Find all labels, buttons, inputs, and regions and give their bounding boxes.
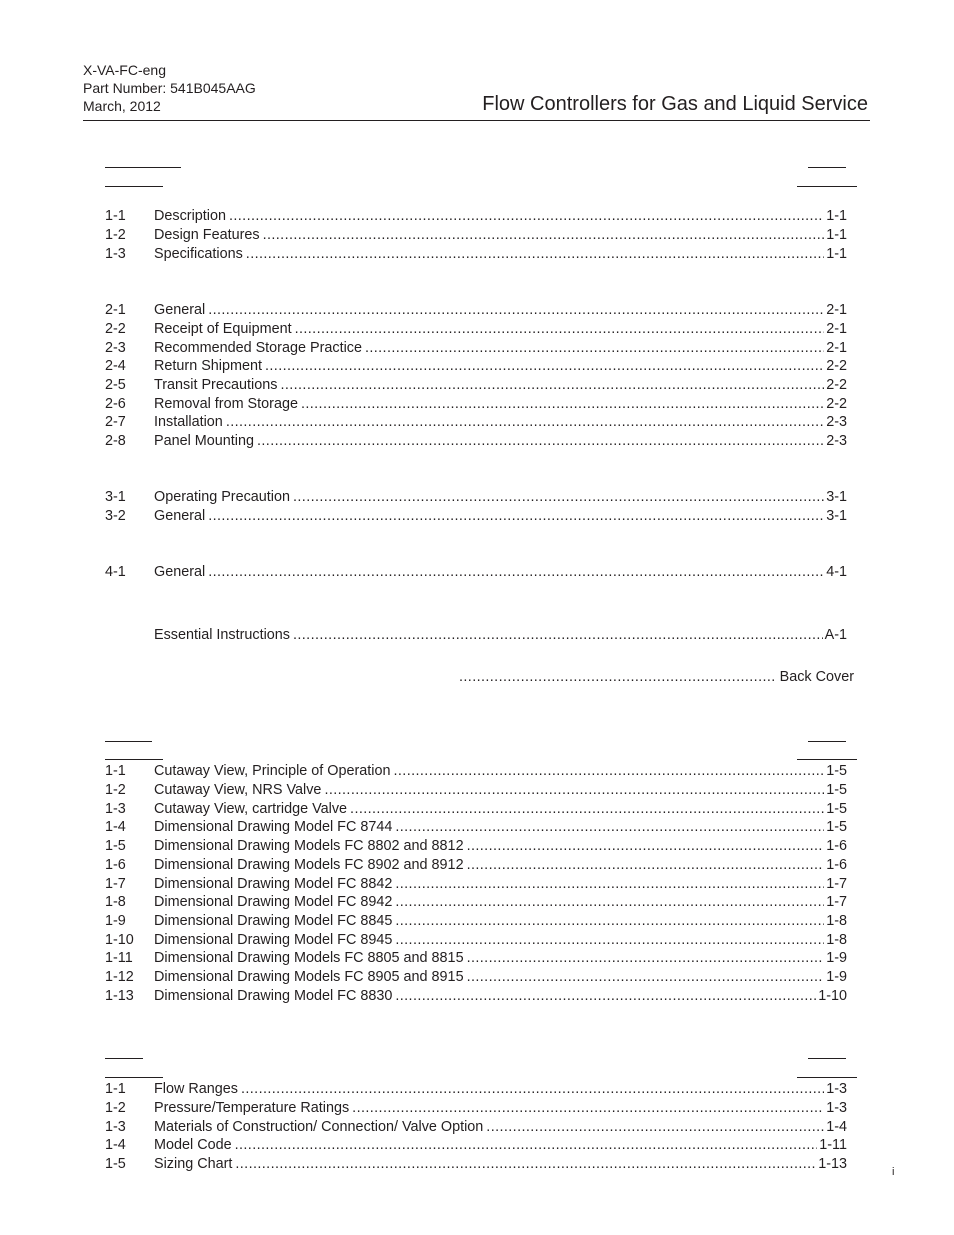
figures-page-rule: [797, 759, 857, 760]
entry-page: 1-7: [826, 876, 847, 892]
entry-number: 1-11: [105, 950, 133, 966]
toc-entry[interactable]: [105, 395, 847, 414]
entry-number: 1-1: [105, 763, 126, 779]
entry-title: Flow Ranges: [154, 1081, 238, 1097]
entry-number: 3-1: [105, 489, 126, 505]
entry-title: Receipt of Equipment: [154, 321, 292, 337]
entry-number: 1-4: [105, 1137, 126, 1153]
entry-page: 2-1: [826, 302, 847, 318]
entry-title: Dimensional Drawing Model FC 8942: [154, 894, 393, 910]
entry-number: 1-9: [105, 913, 126, 929]
figure-entry[interactable]: [105, 818, 847, 837]
contents-page-rule: [797, 186, 857, 187]
entry-title: Transit Precautions: [154, 377, 278, 393]
entry-number: 2-5: [105, 377, 126, 393]
dot-leader: [395, 875, 824, 894]
entry-title: Dimensional Drawing Model FC 8830: [154, 988, 393, 1004]
tables-page-rule: [797, 1077, 857, 1078]
dot-leader: [293, 488, 824, 507]
entry-page: 2-1: [826, 321, 847, 337]
entry-title: Panel Mounting: [154, 433, 255, 449]
entry-title: Cutaway View, cartridge Valve: [154, 801, 348, 817]
entry-title: Dimensional Drawing Models FC 8902 and 8912: [154, 857, 464, 873]
entry-number: 1-1: [105, 1081, 126, 1097]
header-rule: [83, 120, 870, 121]
dot-leader: [208, 507, 824, 526]
entry-number: 2-4: [105, 358, 126, 374]
figure-entry[interactable]: [105, 762, 847, 781]
entry-number: 1-4: [105, 819, 126, 835]
dot-leader: [350, 800, 824, 819]
contents-page-heading-rule: [808, 167, 846, 168]
dot-leader: [394, 762, 825, 781]
figure-entry[interactable]: [105, 949, 847, 968]
entry-page: 1-5: [826, 782, 847, 798]
entry-title: Dimensional Drawing Models FC 8805 and 8815: [154, 950, 464, 966]
entry-page: 1-7: [826, 894, 847, 910]
dot-leader: [365, 339, 824, 358]
entry-number: 1-3: [105, 246, 126, 262]
entry-title: Pressure/Temperature Ratings: [154, 1100, 350, 1116]
part-number: Part Number: 541B045AAG: [83, 80, 256, 96]
entry-number: 1-5: [105, 838, 126, 854]
entry-title: Dimensional Drawing Models FC 8802 and 8812: [154, 838, 464, 854]
publication-date: March, 2012: [83, 98, 161, 114]
entry-page: 1-9: [826, 950, 847, 966]
back-cover-label: Back Cover: [779, 669, 854, 685]
entry-number: 1-8: [105, 894, 126, 910]
table-entry[interactable]: [105, 1136, 847, 1155]
entry-page: 2-2: [826, 358, 847, 374]
entry-number: 2-7: [105, 414, 126, 430]
dot-leader: [295, 320, 825, 339]
entry-number: 2-3: [105, 340, 126, 356]
entry-page: 1-1: [826, 227, 847, 243]
dot-leader: [352, 1099, 824, 1118]
entry-page: 1-3: [826, 1100, 847, 1116]
entry-number: 1-6: [105, 857, 126, 873]
page-title: Flow Controllers for Gas and Liquid Service: [482, 93, 868, 115]
page-number: i: [892, 1166, 895, 1178]
entry-title: Operating Precaution: [154, 489, 290, 505]
toc-entry[interactable]: [105, 563, 847, 582]
entry-page: 2-3: [826, 414, 847, 430]
entry-number: 1-12: [105, 969, 134, 985]
entry-page: 3-1: [826, 489, 847, 505]
entry-page: 1-6: [826, 838, 847, 854]
entry-page: 1-5: [826, 763, 847, 779]
entry-title: Installation: [154, 414, 223, 430]
dot-leader: [241, 1080, 824, 1099]
entry-number: 2-8: [105, 433, 126, 449]
dot-leader: [265, 357, 824, 376]
entry-number: 1-13: [105, 988, 134, 1004]
toc-entry[interactable]: [105, 413, 847, 432]
entry-title: General: [154, 508, 206, 524]
entry-number: 1-2: [105, 1100, 126, 1116]
figure-entry[interactable]: [105, 912, 847, 931]
dot-leader: [486, 1118, 824, 1137]
entry-page: 2-2: [826, 396, 847, 412]
dot-leader: [395, 818, 824, 837]
figure-entry[interactable]: [105, 781, 847, 800]
entry-title: Return Shipment: [154, 358, 262, 374]
figures-page-heading-rule: [808, 741, 846, 742]
toc-entry[interactable]: [105, 301, 847, 320]
entry-number: 1-3: [105, 1119, 126, 1135]
entry-title: Model Code: [154, 1137, 232, 1153]
dot-leader: [395, 912, 824, 931]
dot-leader: [226, 413, 824, 432]
entry-page: 2-3: [826, 433, 847, 449]
entry-page: 1-5: [826, 801, 847, 817]
entry-title: Dimensional Drawing Model FC 8945: [154, 932, 393, 948]
figure-entry[interactable]: [105, 875, 847, 894]
dot-leader: [467, 968, 825, 987]
toc-entry[interactable]: [105, 432, 847, 451]
entry-number: 1-1: [105, 208, 126, 224]
entry-title: Dimensional Drawing Model FC 8845: [154, 913, 393, 929]
toc-entry[interactable]: [105, 245, 847, 264]
entry-number: 2-6: [105, 396, 126, 412]
entry-title: Design Features: [154, 227, 260, 243]
back-cover-entry[interactable]: [459, 668, 854, 687]
entry-number: 1-5: [105, 1156, 126, 1172]
doc-code: X-VA-FC-eng: [83, 62, 166, 78]
toc-entry[interactable]: [105, 207, 847, 226]
dot-leader: [257, 432, 824, 451]
figure-entry[interactable]: [105, 893, 847, 912]
toc-entry[interactable]: [105, 507, 847, 526]
figure-entry[interactable]: [105, 987, 847, 1006]
dot-leader: [208, 301, 824, 320]
entry-title: Cutaway View, Principle of Operation: [154, 763, 391, 779]
toc-entry[interactable]: [105, 626, 847, 645]
entry-page: 1-9: [826, 969, 847, 985]
entry-number: 1-7: [105, 876, 126, 892]
dot-leader: [246, 245, 824, 264]
entry-number: 1-10: [105, 932, 134, 948]
figure-entry[interactable]: [105, 800, 847, 819]
toc-entry[interactable]: [105, 339, 847, 358]
figures-heading-rule: [105, 741, 152, 742]
toc-entry[interactable]: [105, 488, 847, 507]
table-entry[interactable]: [105, 1080, 847, 1099]
entry-page: 1-8: [826, 913, 847, 929]
entry-page: 2-2: [826, 377, 847, 393]
entry-number: 3-2: [105, 508, 126, 524]
toc-entry[interactable]: [105, 226, 847, 245]
toc-entry[interactable]: [105, 376, 847, 395]
entry-title: Description: [154, 208, 226, 224]
entry-title: Dimensional Drawing Model FC 8842: [154, 876, 393, 892]
entry-page: 1-5: [826, 819, 847, 835]
entry-page: 1-4: [826, 1119, 847, 1135]
entry-page: 1-13: [818, 1156, 847, 1172]
contents-section-rule: [105, 186, 163, 187]
entry-page: A-1: [824, 627, 847, 643]
entry-number: 1-2: [105, 782, 126, 798]
dot-leader: [235, 1136, 818, 1155]
dot-leader: [301, 395, 824, 414]
entry-number: 4-1: [105, 564, 126, 580]
entry-number: 2-2: [105, 321, 126, 337]
entry-title: Dimensional Drawing Models FC 8905 and 8915: [154, 969, 464, 985]
entry-title: Cutaway View, NRS Valve: [154, 782, 322, 798]
dot-leader: [293, 626, 823, 645]
entry-title: Materials of Construction/ Connection/ Valve Option: [154, 1119, 484, 1135]
entry-page: 1-6: [826, 857, 847, 873]
entry-title: General: [154, 564, 206, 580]
figure-entry[interactable]: [105, 856, 847, 875]
figure-entry[interactable]: [105, 837, 847, 856]
table-entry[interactable]: [105, 1155, 847, 1174]
contents-heading-rule: [105, 167, 181, 168]
entry-title: General: [154, 302, 206, 318]
dot-leader: [208, 563, 824, 582]
entry-title: Essential Instructions: [154, 627, 290, 643]
tables-heading-rule: [105, 1058, 143, 1059]
entry-page: 4-1: [826, 564, 847, 580]
dot-leader: [395, 931, 824, 950]
entry-page: 2-1: [826, 340, 847, 356]
entry-number: 2-1: [105, 302, 126, 318]
entry-page: 1-11: [819, 1137, 847, 1153]
tables-number-rule: [105, 1077, 163, 1078]
entry-title: Specifications: [154, 246, 243, 262]
dot-leader: [467, 949, 825, 968]
dot-leader: [235, 1155, 816, 1174]
entry-title: Removal from Storage: [154, 396, 298, 412]
entry-title: Dimensional Drawing Model FC 8744: [154, 819, 393, 835]
figure-entry[interactable]: [105, 968, 847, 987]
entry-page: 1-1: [826, 246, 847, 262]
entry-page: 1-8: [826, 932, 847, 948]
entry-number: 1-3: [105, 801, 126, 817]
table-entry[interactable]: [105, 1118, 847, 1137]
dot-leader: [467, 856, 825, 875]
dot-leader: [229, 207, 824, 226]
toc-entry[interactable]: [105, 320, 847, 339]
dot-leader: [467, 837, 825, 856]
entry-title: Sizing Chart: [154, 1156, 233, 1172]
entry-title: Recommended Storage Practice: [154, 340, 362, 356]
dot-leader: [395, 987, 816, 1006]
dot-leader: [280, 376, 824, 395]
entry-number: 1-2: [105, 227, 126, 243]
entry-page: 1-10: [818, 988, 847, 1004]
tables-page-heading-rule: [808, 1058, 846, 1059]
dot-leader: [459, 668, 774, 687]
entry-page: 1-1: [826, 208, 847, 224]
table-entry[interactable]: [105, 1099, 847, 1118]
dot-leader: [324, 781, 824, 800]
entry-page: 3-1: [826, 508, 847, 524]
dot-leader: [263, 226, 825, 245]
dot-leader: [395, 893, 824, 912]
toc-entry[interactable]: [105, 357, 847, 376]
figures-number-rule: [105, 759, 163, 760]
entry-page: 1-3: [826, 1081, 847, 1097]
document-info: [83, 61, 256, 115]
figure-entry[interactable]: [105, 931, 847, 950]
